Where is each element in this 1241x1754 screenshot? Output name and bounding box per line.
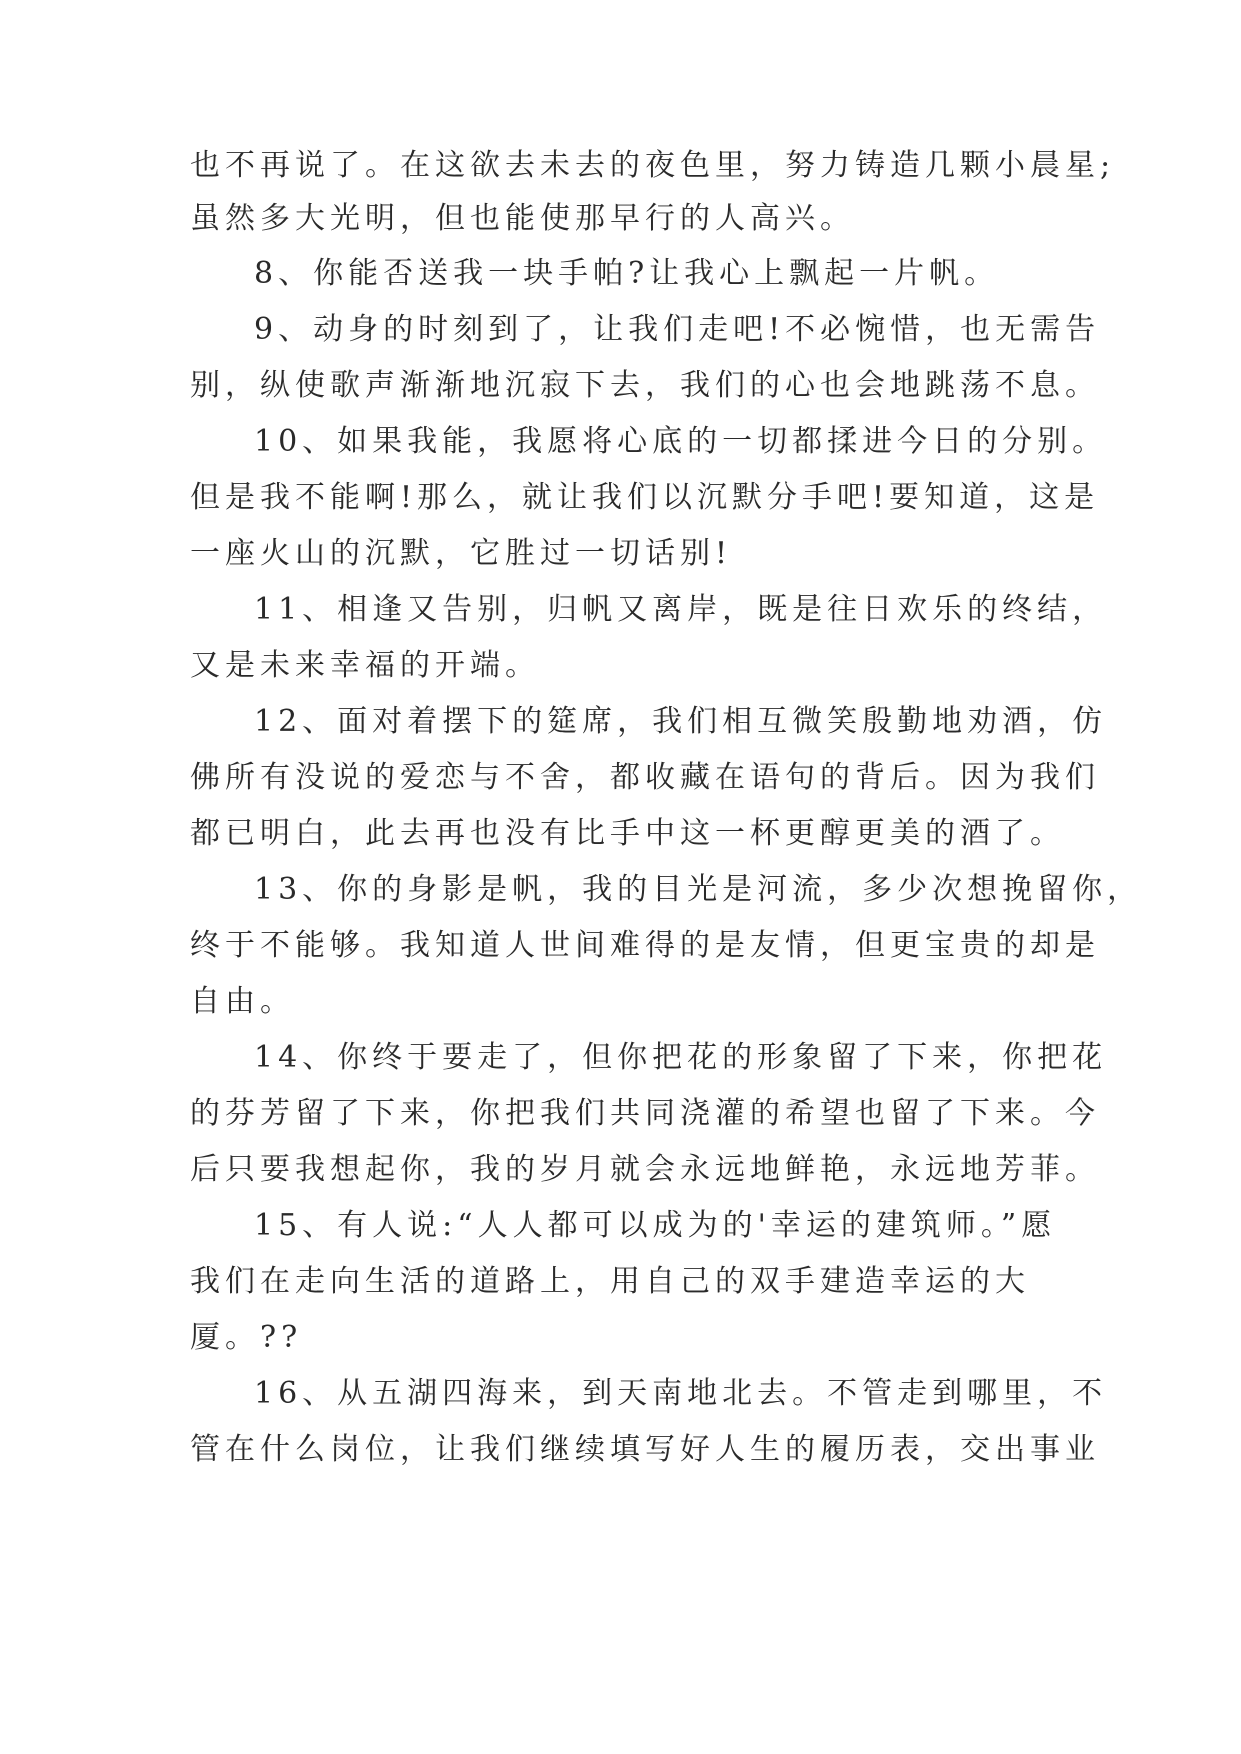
text-line-10: 又是未来幸福的开端。 [190,648,540,683]
text-line-8: 一座火山的沉默，它胜过一切话别! [190,536,733,571]
text-line-2: 虽然多大光明，但也能使那早行的人高兴。 [190,201,855,236]
text-line-15: 终于不能够。我知道人世间难得的是友情，但更宝贵的却是 [190,928,1100,963]
text-line-17: 14、你终于要走了，但你把花的形象留了下来，你把花 [254,1040,1108,1075]
text-line-9: 11、相逢又告别，归帆又离岸，既是往日欢乐的终结， [254,592,1108,627]
text-line-1: 也不再说了。在这欲去未去的夜色里，努力铸造几颗小晨星; [190,148,1116,183]
text-line-11: 12、面对着摆下的筵席，我们相互微笑殷勤地劝酒，仿 [254,704,1108,739]
text-line-16: 自由。 [190,984,295,1019]
text-line-20: 15、有人说:“人人都可以成为的'幸运的建筑师。”愿 [254,1208,1057,1243]
text-line-19: 后只要我想起你，我的岁月就会永远地鲜艳，永远地芳菲。 [190,1152,1100,1187]
text-line-6: 10、如果我能，我愿将心底的一切都揉进今日的分别。 [254,424,1108,459]
text-line-13: 都已明白，此去再也没有比手中这一杯更醇更美的酒了。 [190,816,1065,851]
text-line-18: 的芬芳留了下来，你把我们共同浇灌的希望也留了下来。今 [190,1096,1100,1131]
text-line-7: 但是我不能啊!那么，就让我们以沉默分手吧!要知道，这是 [190,480,1100,515]
text-line-14: 13、你的身影是帆，我的目光是河流，多少次想挽留你， [254,872,1143,907]
text-line-12: 佛所有没说的爱恋与不舍，都收藏在语句的背后。因为我们 [190,760,1100,795]
text-line-3: 8、你能否送我一块手帕?让我心上飘起一片帆。 [254,256,1000,291]
text-line-22: 厦。?? [190,1320,303,1355]
text-line-4: 9、动身的时刻到了，让我们走吧!不必惋惜，也无需告 [254,312,1101,347]
text-line-21: 我们在走向生活的道路上，用自己的双手建造幸运的大 [190,1264,1030,1299]
text-line-5: 别，纵使歌声渐渐地沉寂下去，我们的心也会地跳荡不息。 [190,368,1100,403]
text-line-24: 管在什么岗位，让我们继续填写好人生的履历表，交出事业 [190,1432,1100,1467]
text-line-23: 16、从五湖四海来，到天南地北去。不管走到哪里，不 [254,1376,1108,1411]
